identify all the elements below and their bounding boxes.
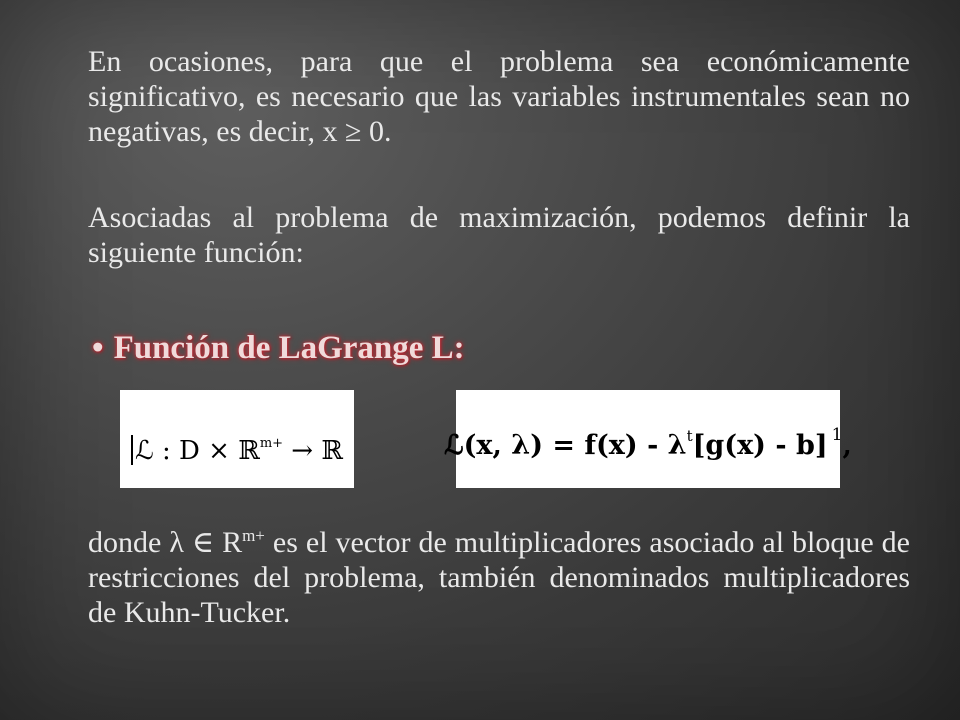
paragraph-multipliers-start: donde λ ∈ R: [88, 526, 243, 559]
formula-trailing-comma: ,: [842, 430, 852, 461]
formula-lagrangian: [444, 425, 852, 461]
bullet-dot: •: [92, 330, 104, 366]
formula-script-l: ℒ: [135, 435, 154, 466]
formula-domain-superscript: m+: [259, 435, 284, 451]
paragraph-lagrange-intro: Asociadas al problema de maximización, podemos definir la siguiente función:: [88, 201, 910, 269]
formula-bar-mark: [131, 435, 133, 465]
formula-image-domain: [120, 390, 354, 488]
formula-lagrangian-lhs: ℒ(x, λ) = f(x) - λ: [444, 430, 687, 461]
paragraph-multipliers-superscript: m+: [242, 526, 265, 545]
bullet-lagrange-heading: [92, 330, 465, 367]
paragraph-nonnegativity: En ocasiones, para que el problema sea económicamente significativo, es necesario que las variables instrumentales sean no negativas, es decir, x ≥ 0.: [88, 45, 910, 148]
bullet-label: Función de LaGrange L:: [113, 330, 465, 366]
formula-lagrangian-rhs: [g(x) - b]: [692, 430, 828, 461]
paragraph-multipliers-rest: es el vector de multiplicadores asociado al bloque de restricciones del problema, también denominados multiplicadores de Kuhn-Tucker.: [88, 526, 910, 629]
formula-exponent-one: 1: [831, 425, 843, 445]
formula-codomain-text: → ℝ: [283, 435, 343, 466]
paragraph-multipliers: [88, 518, 910, 630]
formula-image-lagrangian: [444, 390, 852, 488]
formula-domain: [131, 436, 343, 467]
formula-domain-text: : D × ℝ: [153, 435, 260, 466]
formula-transpose-mark: t: [686, 427, 693, 445]
